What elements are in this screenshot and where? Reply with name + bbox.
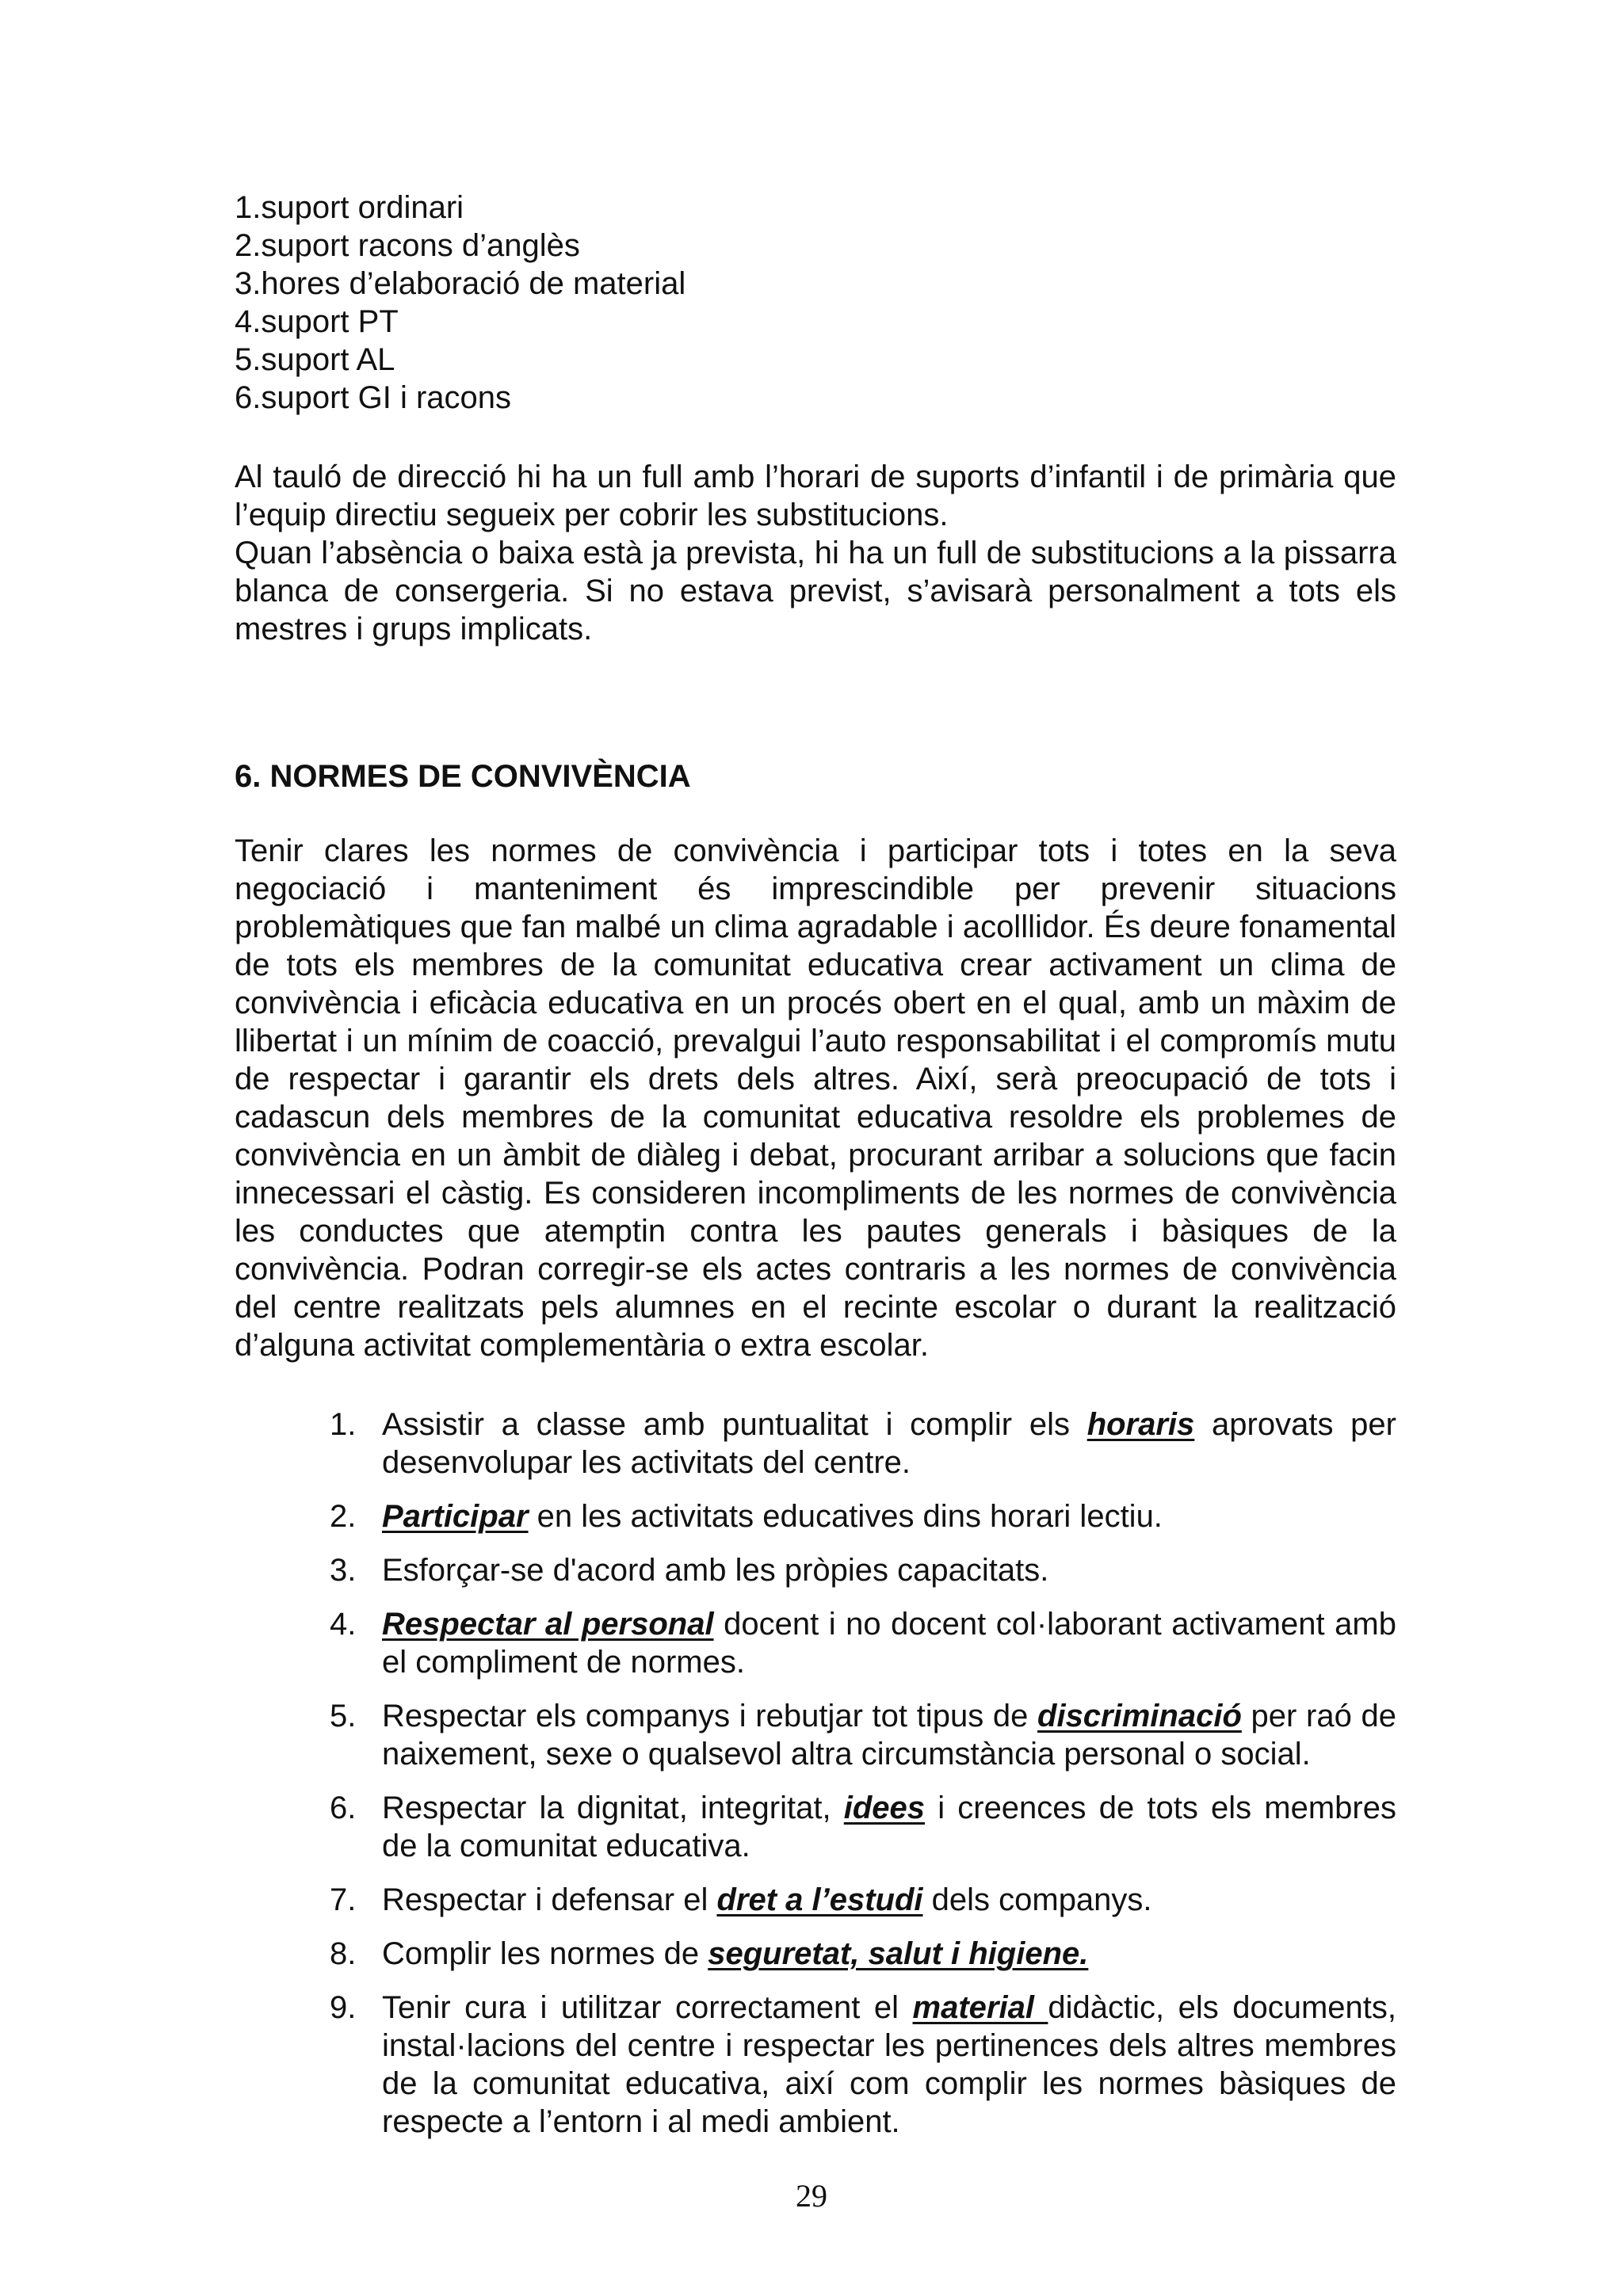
support-list-item: 2.suport racons d’anglès: [235, 228, 580, 263]
section-body-paragraph: Tenir clares les normes de convivència i participar tots i totes en la seva negociació i manteniment és imprescindible per prevenir situacions problemàtiques que fan malbé un clima agradable i acolllidor. És deure fonamental de tots els membres de la comunitat educativa crear activament un clima de convivència i eficàcia educativa en un procés obert en el qual, amb un màxim de llibertat i un mínim de coacció, prevalgui l’auto responsabilitat i el compromís mutu de respectar i garantir els drets dels altres. Així, serà preocupació de tots i cadascun dels membres de la comunitat educativa resoldre els problemes de convivència en un àmbit de diàleg i debat, procurant arribar a solucions que facin innecessari el càstig. Es consideren incompliments de les normes de convivència les conductes que atemptin contra les pautes generals i bàsiques de la convivència. Podran corregir-se els actes contraris a les normes de convivència del centre realitzats pels alumnes en el recinte escolar o durant la realització d’alguna activitat complementària o extra escolar.: [235, 833, 1396, 1363]
norm-text: docent i no docent col·laborant activament amb el compliment de normes.: [382, 1607, 1396, 1680]
norm-number: 1.: [330, 1407, 357, 1442]
norm-text: Assistir a classe amb puntualitat i complir els: [382, 1407, 1087, 1442]
norm-keyword: idees: [843, 1791, 926, 1825]
norm-text: Complir les normes de: [382, 1936, 708, 1971]
norm-text: per raó de naixement, sexe o qualsevol altra circumstància personal o social.: [382, 1699, 1396, 1772]
norm-keyword: Respectar al personal: [382, 1607, 714, 1642]
norm-item: [235, 1881, 1396, 1919]
page-content: [235, 189, 1396, 2157]
norm-item: [235, 1989, 1396, 2141]
support-list-item: 6.suport GI i racons: [235, 380, 512, 415]
norm-item: [235, 1551, 1396, 1589]
norm-text: Tenir cura i utilitzar correctament el: [382, 1990, 913, 2025]
norm-item: [235, 1605, 1396, 1681]
norm-text: didàctic, els documents, instal·lacions del centre i respectar les pertinences dels altres membres de la comunitat educativa, així com complir les normes bàsiques de respecte a l’entorn i al medi ambient.: [382, 1990, 1397, 2139]
support-type-list: [235, 189, 1396, 417]
norm-text: Respectar els companys i rebutjar tot tipus de: [382, 1699, 1038, 1733]
norm-keyword: seguretat, salut i higiene.: [708, 1936, 1089, 1971]
norm-text: Esforçar-se d'acord amb les pròpies capacitats.: [382, 1553, 1049, 1588]
norm-number: 8.: [330, 1936, 357, 1971]
intro-paragraph: Al tauló de direcció hi ha un full amb l’horari de suports d’infantil i de primària que l’equip directiu segueix per cobrir les substitucions.: [235, 460, 1396, 532]
page-number: 29: [796, 2178, 827, 2214]
norm-number: 5.: [330, 1699, 357, 1733]
norm-number: 4.: [330, 1607, 357, 1642]
support-list-item: 4.suport PT: [235, 304, 399, 339]
norm-keyword: Participar: [382, 1499, 529, 1534]
norm-number: 2.: [330, 1499, 357, 1534]
norm-item: [235, 1789, 1396, 1865]
norm-text: en les activitats educatives dins horari lectiu.: [528, 1499, 1163, 1534]
support-list-item: 3.hores d’elaboració de material: [235, 266, 686, 301]
support-list-item: 5.suport AL: [235, 342, 395, 377]
norm-number: 3.: [330, 1553, 357, 1588]
norm-item: [235, 1405, 1396, 1482]
norm-text: i creences de tots els membres de la comunitat educativa.: [382, 1791, 1396, 1863]
norm-item: [235, 1497, 1396, 1535]
norm-text: dels companys.: [922, 1882, 1152, 1917]
norm-keyword: discriminació: [1037, 1699, 1242, 1733]
norm-item: [235, 1697, 1396, 1773]
norm-text: Respectar i defensar el: [382, 1882, 717, 1917]
norm-text: aprovats per desenvolupar les activitats del centre.: [382, 1407, 1396, 1480]
support-list-item: 1.suport ordinari: [235, 190, 464, 225]
norm-keyword: material: [912, 1990, 1048, 2025]
norm-item: [235, 1935, 1396, 1973]
norm-number: 9.: [330, 1990, 357, 2025]
substitutions-intro: [235, 458, 1396, 648]
intro-paragraph: Quan l’absència o baixa està ja prevista, hi ha un full de substitucions a la pissarra blanca de consergeria. Si no estava previst, s’avisarà personalment a tots els mestres i grups implicats.: [235, 536, 1396, 646]
norm-text: Respectar la dignitat, integritat,: [382, 1791, 844, 1825]
norm-keyword: horaris: [1086, 1407, 1195, 1442]
norms-list: [235, 1405, 1396, 2141]
section-heading: 6. NORMES DE CONVIVÈNCIA: [235, 759, 691, 794]
norm-number: 7.: [330, 1882, 357, 1917]
norm-number: 6.: [330, 1791, 357, 1825]
norm-keyword: dret a l’estudi: [716, 1882, 923, 1917]
